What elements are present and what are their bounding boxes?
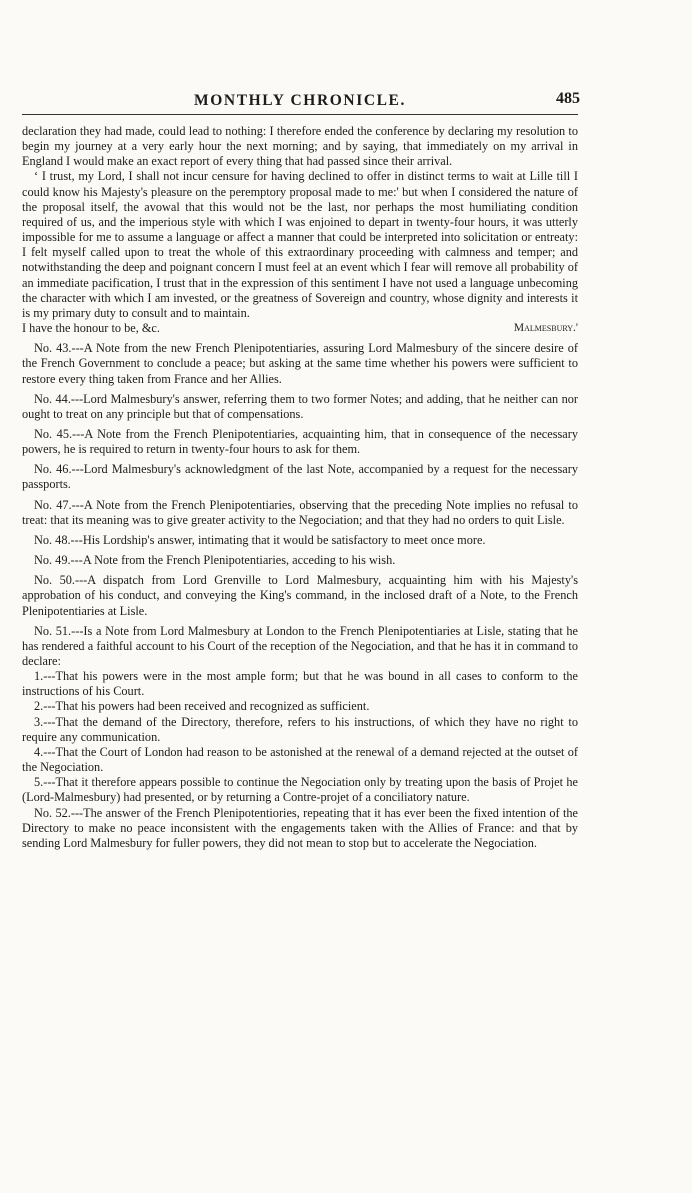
entry-no-49: No. 49.---A Note from the French Plenipotentiaries, acceding to his wish. (34, 553, 396, 568)
list-item-2: 2.---That his powers had been received and recognized as sufficient. (34, 699, 370, 714)
page-header (22, 92, 578, 120)
list-item-3: 3.---That the demand of the Directory, therefore, refers to his instructions, of which they have no right to require any communication. (22, 714, 578, 744)
list-item-5: 5.---That it therefore appears possible to continue the Negociation only by treating upon the basis of Projet he (Lord-Malmesbury) had presented, or by returning a Contre-projet of a conciliatory nature. (22, 775, 578, 805)
paragraph-letter: ‘ I trust, my Lord, I shall not incur censure for having declined to offer in distinct terms to wait at Lille till I could know his Majesty's pleasure on the peremptory proposal made to me:' but when I considered the nature of the proposal itself, the avowal that this would not be the last, nor perhaps the most humiliating condition required of us, and the imperious style with which I was enjoined to depart in twenty-four hours, it was utterly impossible for me to assume a language or affect a manner that could be interpreted into solicitation or entreaty: I felt myself called upon to treat the whole of this extraordinary proceeding with calmness and temper; and notwithstanding the deep and poignant concern I must feel at an event which I fear will remove all probability of an immediate pacification, I trust that in the expression of this sentiment I have not used a language unbecoming the character with which I am invested, or the greatness of Sovereign and country, whose dignity and interests it is my primary duty to consult and to maintain. (22, 169, 578, 320)
closing-formula: I have the honour to be, &c. (22, 321, 160, 336)
page-number: 485 (556, 90, 580, 107)
paragraph-continuation: declaration they had made, could lead to nothing: I therefore ended the conference by declaring my resolution to begin my journey at a very early hour the next morning; and by saying, that immediately on my arrival in England I would make an exact report of every thing that had passed since their arrival. (22, 124, 578, 169)
entry-no-50: No. 50.---A dispatch from Lord Grenville to Lord Malmesbury, acquainting him with his Majesty's approbation of his conduct, and conveying the King's command, in the inclosed draft of a Note, to the French Plenipotentiaries at Lisle. (22, 573, 578, 618)
running-head: MONTHLY CHRONICLE. (194, 92, 406, 109)
entry-no-45: No. 45.---A Note from the French Plenipotentiaries, acquainting him, that in consequence of the necessary powers, he is required to return in twenty-four hours to ask for them. (22, 426, 578, 457)
header-rule (22, 114, 578, 115)
entry-no-44: No. 44.---Lord Malmesbury's answer, referring them to two former Notes; and adding, that he neither can nor ought to treat on any principle but that of compensations. (22, 391, 578, 421)
entry-no-52: No. 52.---The answer of the French Plenipotentiories, repeating that it has ever been the fixed intention of the Directory to make no peace inconsistent with the engagements taken with the Allies of France: and that by sending Lord Malmesbury for fuller powers, they did not mean to stop but to accelerate the Negociation. (22, 805, 578, 850)
entry-no-46: No. 46.---Lord Malmesbury's acknowledgment of the last Note, accompanied by a request for the necessary passports. (22, 462, 578, 492)
list-item-4: 4.---That the Court of London had reason to be astonished at the renewal of a demand rejected at the outset of the Negociation. (22, 744, 578, 775)
list-item-1: 1.---That his powers were in the most ample form; but that he was bound in all cases to conform to the instructions of his Court. (22, 669, 578, 699)
entry-no-51: No. 51.---Is a Note from Lord Malmesbury at London to the French Plenipotentiaries at Lisle, stating that he has rendered a faithful account to his Court of the reception of the Negociation, and that he has it in command to declare: (22, 623, 578, 668)
letter-closing (22, 321, 578, 336)
entry-no-47: No. 47.---A Note from the French Plenipotentiaries, observing that the preceding Note implies no refusal to treat: that its meaning was to give greater activity to the Negociation; and that they had no orders to quit Lisle. (22, 497, 578, 527)
signature: Malmesbury.' (513, 322, 578, 335)
entry-no-48: No. 48.---His Lordship's answer, intimating that it would be satisfactory to meet once more. (34, 532, 486, 547)
entry-no-43: No. 43.---A Note from the new French Plenipotentiaries, assuring Lord Malmesbury of the sincere desire of the French Government to conclude a peace; but asking at the same time whether his powers were sufficient to restore every thing taken from France and her Allies. (22, 341, 578, 386)
page-body (22, 124, 578, 851)
